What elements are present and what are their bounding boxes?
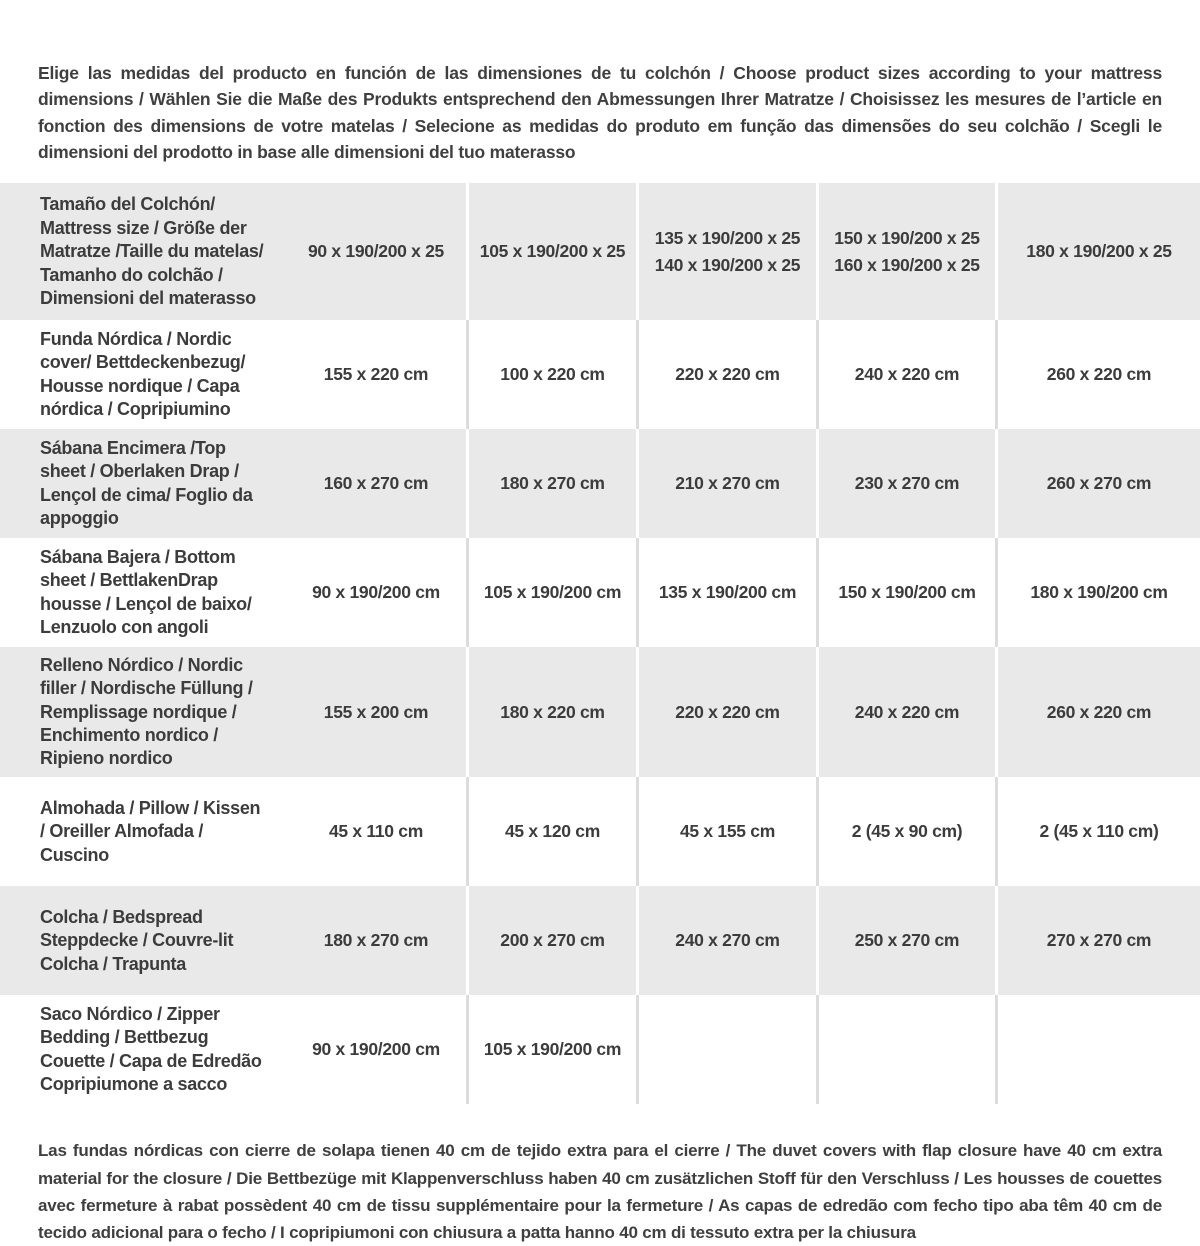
size-value: 90 x 190/200 cm	[312, 582, 440, 603]
size-value: 270 x 270 cm	[995, 886, 1200, 995]
size-value: 100 x 220 cm	[466, 320, 636, 429]
size-value: 2 (45 x 110 cm)	[995, 777, 1200, 886]
footnote-text: Las fundas nórdicas con cierre de solapa tienen 40 cm de tejido extra para el cierre / The duvet covers with flap closure have 40 cm extra material for the closure / Die Bettbezüge mit Klappenverschluss haben 40 cm zusätzlichen Stoff für den Verschluss / Les housses de couettes avec fermeture à rabat possèdent 40 cm de tissu supplémentaire pour la fermeture / As capas de edredão com fecho tipo aba têm 40 cm de tecido adicional para o fecho / I copripiumoni con chiusura a patta hanno 40 cm di tessuto extra per la chiusura	[38, 1141, 1162, 1242]
intro-text: Elige las medidas del producto en función de las dimensiones de tu colchón / Choose product sizes according to your mattress dimensions / Wählen Sie die Maße des Produkts entsprechend den Abmessungen Ihrer Matratze / Choisissez les mesures de l’article en fonction des dimensions de votre matelas / Selecione as medidas do produto em função das dimensões do seu colchão / Scegli le dimensioni del prodotto in base alle dimensioni del tuo materasso	[38, 62, 1162, 163]
size-value: 45 x 155 cm	[636, 777, 816, 886]
table-row-nordic-filler	[0, 647, 1200, 777]
size-value	[995, 995, 1200, 1104]
column-header-90	[286, 183, 466, 320]
row-label: Colcha / Bedspread Steppdecke / Couvre-lit Colcha / Trapunta	[40, 906, 234, 974]
size-value: 180 x 190/200 cm	[995, 538, 1200, 647]
size-value: 260 x 220 cm	[995, 647, 1200, 777]
column-header-180	[995, 183, 1200, 320]
size-value: 45 x 110 cm	[328, 821, 423, 842]
row-label: Sábana Bajera / Bottom sheet / BettlakenDrap housse / Lençol de baixo/ Lenzuolo con angoli	[40, 547, 252, 638]
size-value: 160 x 270 cm	[323, 473, 429, 494]
size-value: 105 x 190/200 cm	[466, 995, 636, 1104]
column-header-line: 105 x 190/200 x 25	[479, 241, 626, 262]
row-label: Funda Nórdica / Nordic cover/ Bettdeckenbezug/ Housse nordique / Capa nórdica / Copripiumino	[40, 329, 246, 420]
row-label: Almohada / Pillow / Kissen / Oreiller Almofada / Cuscino	[40, 797, 261, 865]
table-row-zipper-bedding	[0, 995, 1200, 1104]
column-header-line: 90 x 190/200 x 25	[307, 241, 444, 262]
table-row-bottom-sheet	[0, 538, 1200, 647]
size-value: 155 x 220 cm	[323, 364, 429, 385]
size-value: 250 x 270 cm	[816, 886, 995, 995]
size-value: 260 x 270 cm	[995, 429, 1200, 538]
size-value: 260 x 220 cm	[995, 320, 1200, 429]
row-label: Saco Nórdico / Zipper Bedding / Bettbezug Couette / Capa de Edredão Copripiumone a sacco	[40, 1004, 262, 1095]
size-value: 240 x 270 cm	[636, 886, 816, 995]
size-value: 150 x 190/200 cm	[816, 538, 995, 647]
row-label: Relleno Nórdico / Nordic filler / Nordische Füllung / Remplissage nordique / Enchimento nordico / Ripieno nordico	[40, 654, 253, 769]
size-value: 230 x 270 cm	[816, 429, 995, 538]
column-header-105	[466, 183, 636, 320]
size-value: 200 x 270 cm	[466, 886, 636, 995]
size-value: 135 x 190/200 cm	[636, 538, 816, 647]
column-header-135-140	[636, 183, 816, 320]
column-header-line: 150 x 190/200 x 25	[834, 227, 980, 248]
size-value: 240 x 220 cm	[816, 647, 995, 777]
mattress-size-label: Tamaño del Colchón/ Mattress size / Größe der Matratze /Taille du matelas/ Tamanho do colchão / Dimensioni del materasso	[40, 194, 264, 308]
size-value: 180 x 220 cm	[466, 647, 636, 777]
size-value: 240 x 220 cm	[816, 320, 995, 429]
size-value	[816, 995, 995, 1104]
column-header-line: 180 x 190/200 x 25	[1026, 241, 1172, 262]
size-value: 2 (45 x 90 cm)	[816, 777, 995, 886]
table-row-top-sheet	[0, 429, 1200, 538]
column-header-line: 160 x 190/200 x 25	[834, 254, 980, 275]
size-value: 45 x 120 cm	[466, 777, 636, 886]
size-value	[636, 995, 816, 1104]
column-header-line: 140 x 190/200 x 25	[654, 254, 801, 275]
size-value: 90 x 190/200 cm	[312, 1039, 440, 1060]
size-value: 180 x 270 cm	[466, 429, 636, 538]
table-row-nordic-cover	[0, 320, 1200, 429]
column-header-150-160	[816, 183, 995, 320]
table-row-bedspread	[0, 886, 1200, 995]
size-table	[0, 183, 1200, 1104]
size-value: 105 x 190/200 cm	[466, 538, 636, 647]
row-label: Sábana Encimera /Top sheet / Oberlaken Drap / Lençol de cima/ Foglio da appoggio	[40, 438, 253, 529]
size-value: 155 x 200 cm	[323, 701, 429, 722]
table-row-pillow	[0, 777, 1200, 886]
size-value: 220 x 220 cm	[636, 647, 816, 777]
table-header-row	[0, 183, 1200, 320]
size-value: 220 x 220 cm	[636, 320, 816, 429]
column-header-line: 135 x 190/200 x 25	[654, 227, 801, 248]
size-value: 180 x 270 cm	[323, 930, 429, 951]
size-value: 210 x 270 cm	[636, 429, 816, 538]
